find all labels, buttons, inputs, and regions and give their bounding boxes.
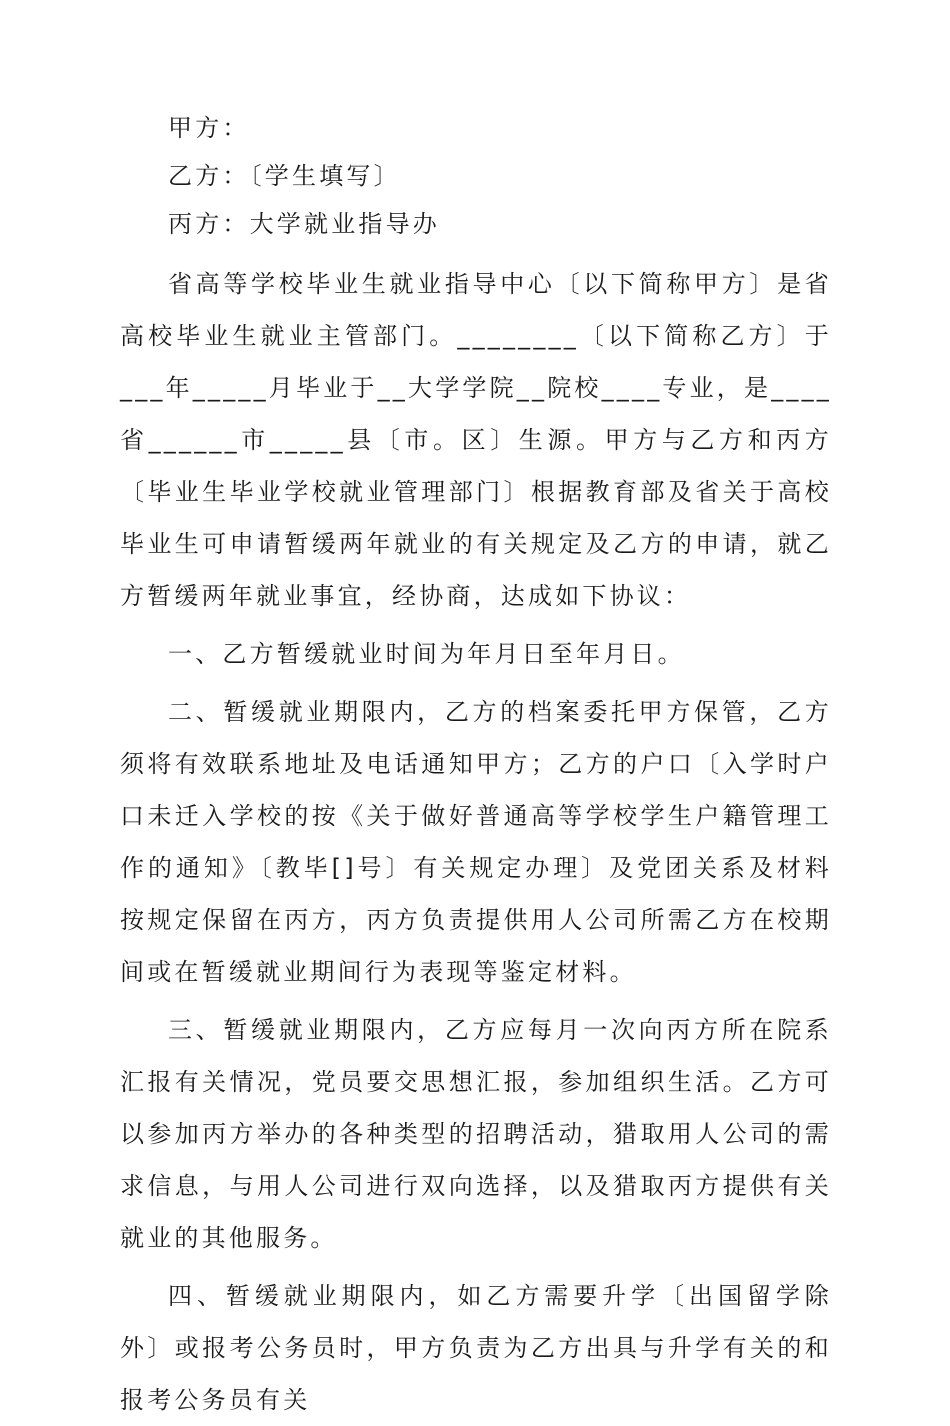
clause-1-paragraph: 一、乙方暂缓就业时间为年月日至年月日。	[168, 640, 685, 668]
clause-4-paragraph: 四、暂缓就业期限内，如乙方需要升学〔出国留学除外〕或报考公务员时，甲方负责为乙方出具与升学有关的和报考公务员有关	[120, 1282, 832, 1414]
agreement-body	[120, 104, 832, 1426]
party-a-line: 甲方：	[168, 114, 250, 142]
clause-3-paragraph: 三、暂缓就业期限内，乙方应每月一次向丙方所在院系汇报有关情况，党员要交思想汇报，参加组织生活。乙方可以参加丙方举办的各种类型的招聘活动，猎取用人公司的需求信息，与用人公司进行双向选择，以及猎取丙方提供有关就业的其他服务。	[120, 1016, 832, 1252]
clause-2-paragraph: 二、暂缓就业期限内，乙方的档案委托甲方保管，乙方须将有效联系地址及电话通知甲方；乙方的户口〔入学时户口未迁入学校的按《关于做好普通高等学校学生户籍管理工作的通知》〔教毕[]号〕有关规定办理〕及党团关系及材料按规定保留在丙方，丙方负责提供用人公司所需乙方在校期间或在暂缓就业期间行为表现等鉴定材料。	[120, 698, 832, 986]
party-b-line: 乙方：〔学生填写〕	[168, 162, 401, 190]
intro-paragraph: 省高等学校毕业生就业指导中心〔以下简称甲方〕是省高校毕业生就业主管部门。________〔以下简称乙方〕于___年_____月毕业于__大学学院__院校____专业，是____省______市_____县〔市。区〕生源。甲方与乙方和丙方〔毕业生毕业学校就业管理部门〕根据教育部及省关于高校毕业生可申请暂缓两年就业的有关规定及乙方的申请，就乙方暂缓两年就业事宜，经协商，达成如下协议：	[120, 270, 832, 610]
party-c-line: 丙方：大学就业指导办	[168, 210, 440, 238]
